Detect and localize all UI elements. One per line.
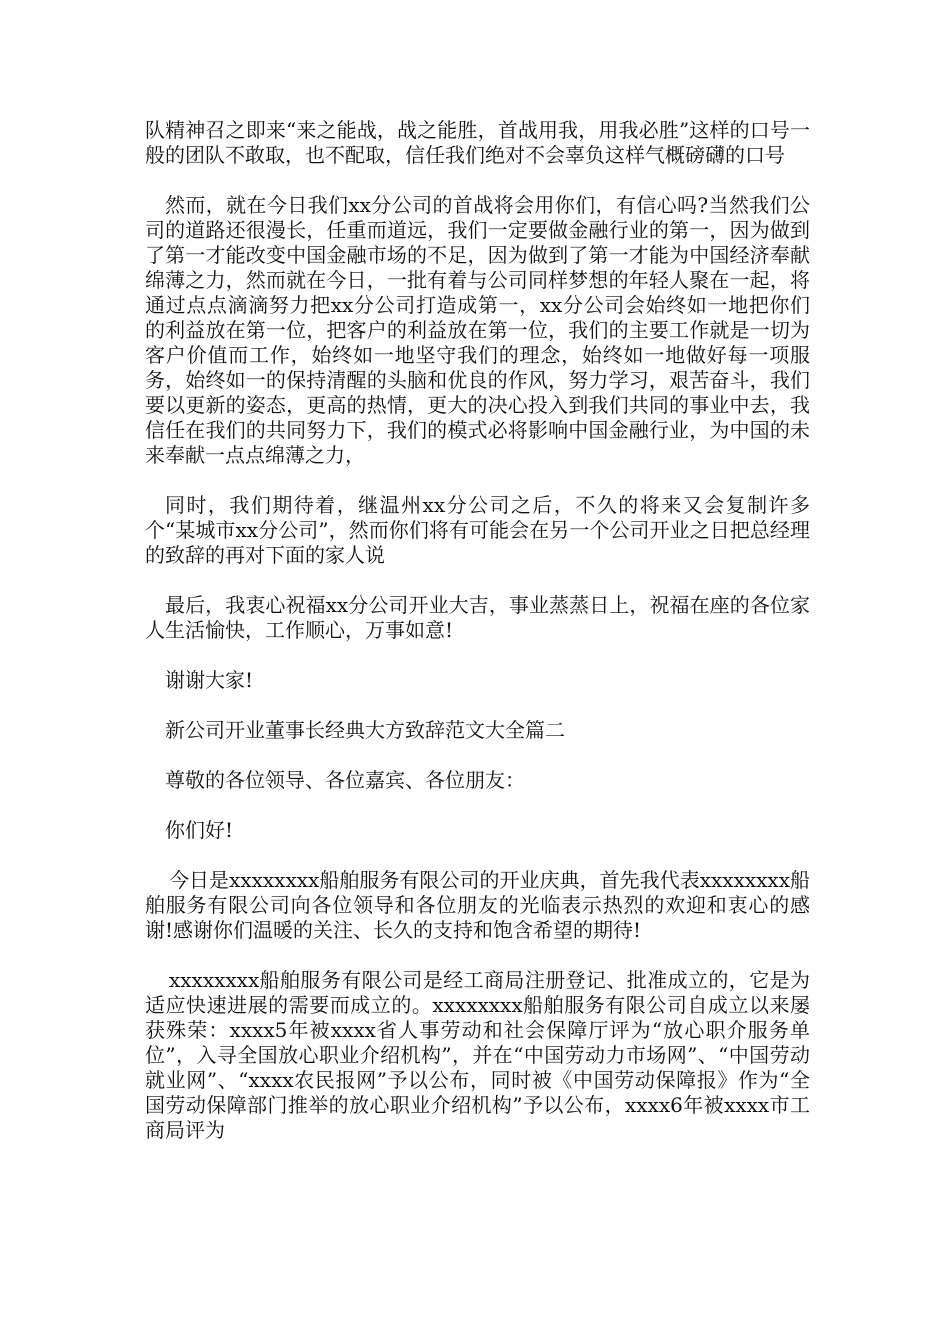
greeting: 你们好! [165,818,234,842]
paragraph-confidence: 然而，就在今日我们xx分公司的首战将会用你们，有信心吗?当然我们公司的道路还很漫长，任重而道远，我们一定要做金融行业的第一，因为做到了第一才能改变中国金融市场的不足，因为做到了第一才能为中国经济奉献绵薄之力，然而就在今日，一批有着与公司同样梦想的年轻人聚在一起，将通过点点滴滴努力把xx分公司打造成第一，xx分公司会始终如一地把你们的利益放在第一位，把客户的利益放在第一位，我们的主要工作就是一切为客户价值而工作，始终如一地坚守我们的理念，始终如一地做好每一项服务，始终如一的保持清醒的头脑和优良的作风，努力学习，艰苦奋斗，我们要以更新的姿态，更高的热情，更大的决心投入到我们共同的事业中去，我信任在我们的共同努力下，我们的模式必将影响中国金融行业，为中国的未来奉献一点点绵薄之力， [145,193,810,467]
document-body [145,118,810,1168]
salutation: 尊敬的各位领导、各位嘉宾、各位朋友： [165,768,525,792]
paragraph-opening: 今日是xxxxxxxx船舶服务有限公司的开业庆典，首先我代表xxxxxxxx船舶服务有限公司向各位领导和各位朋友的光临表示热烈的欢迎和衷心的感谢!感谢你们温暖的关注、长久的支持和饱含希望的期待! [145,868,810,942]
paragraph-company-intro: xxxxxxxx船舶服务有限公司是经工商局注册登记、批准成立的，它是为适应快速进展的需要而成立的。xxxxxxxx船舶服务有限公司自成立以来屡获殊荣：xxxx5年被xxxx省人事劳动和社会保障厅评为“放心职介服务单位”，入寻全国放心职业介绍机构”，并在“中国劳动力市场网”、“中国劳动就业网”、“xxxx农民报网”予以公布，同时被《中国劳动保障报》作为“全国劳动保障部门推举的放心职业介绍机构”予以公布，xxxx6年被xxxx市工商局评为 [145,968,810,1142]
paragraph-expectation: 同时，我们期待着，继温州xx分公司之后，不久的将来又会复制许多个“某城市xx分公司”，然而你们将有可能会在另一个公司开业之日把总经理的致辞的再对下面的家人说 [145,493,810,567]
paragraph-blessing: 最后，我衷心祝福xx分公司开业大吉，事业蒸蒸日上，祝福在座的各位家人生活愉快，工作顺心，万事如意! [145,593,810,642]
paragraph-continuation: 队精神召之即来“来之能战，战之能胜，首战用我，用我必胜”这样的口号一般的团队不敢取，也不配取，信任我们绝对不会辜负这样气概磅礴的口号 [145,118,810,167]
paragraph-thanks: 谢谢大家! [165,668,254,692]
section-heading: 新公司开业董事长经典大方致辞范文大全篇二 [165,718,565,742]
